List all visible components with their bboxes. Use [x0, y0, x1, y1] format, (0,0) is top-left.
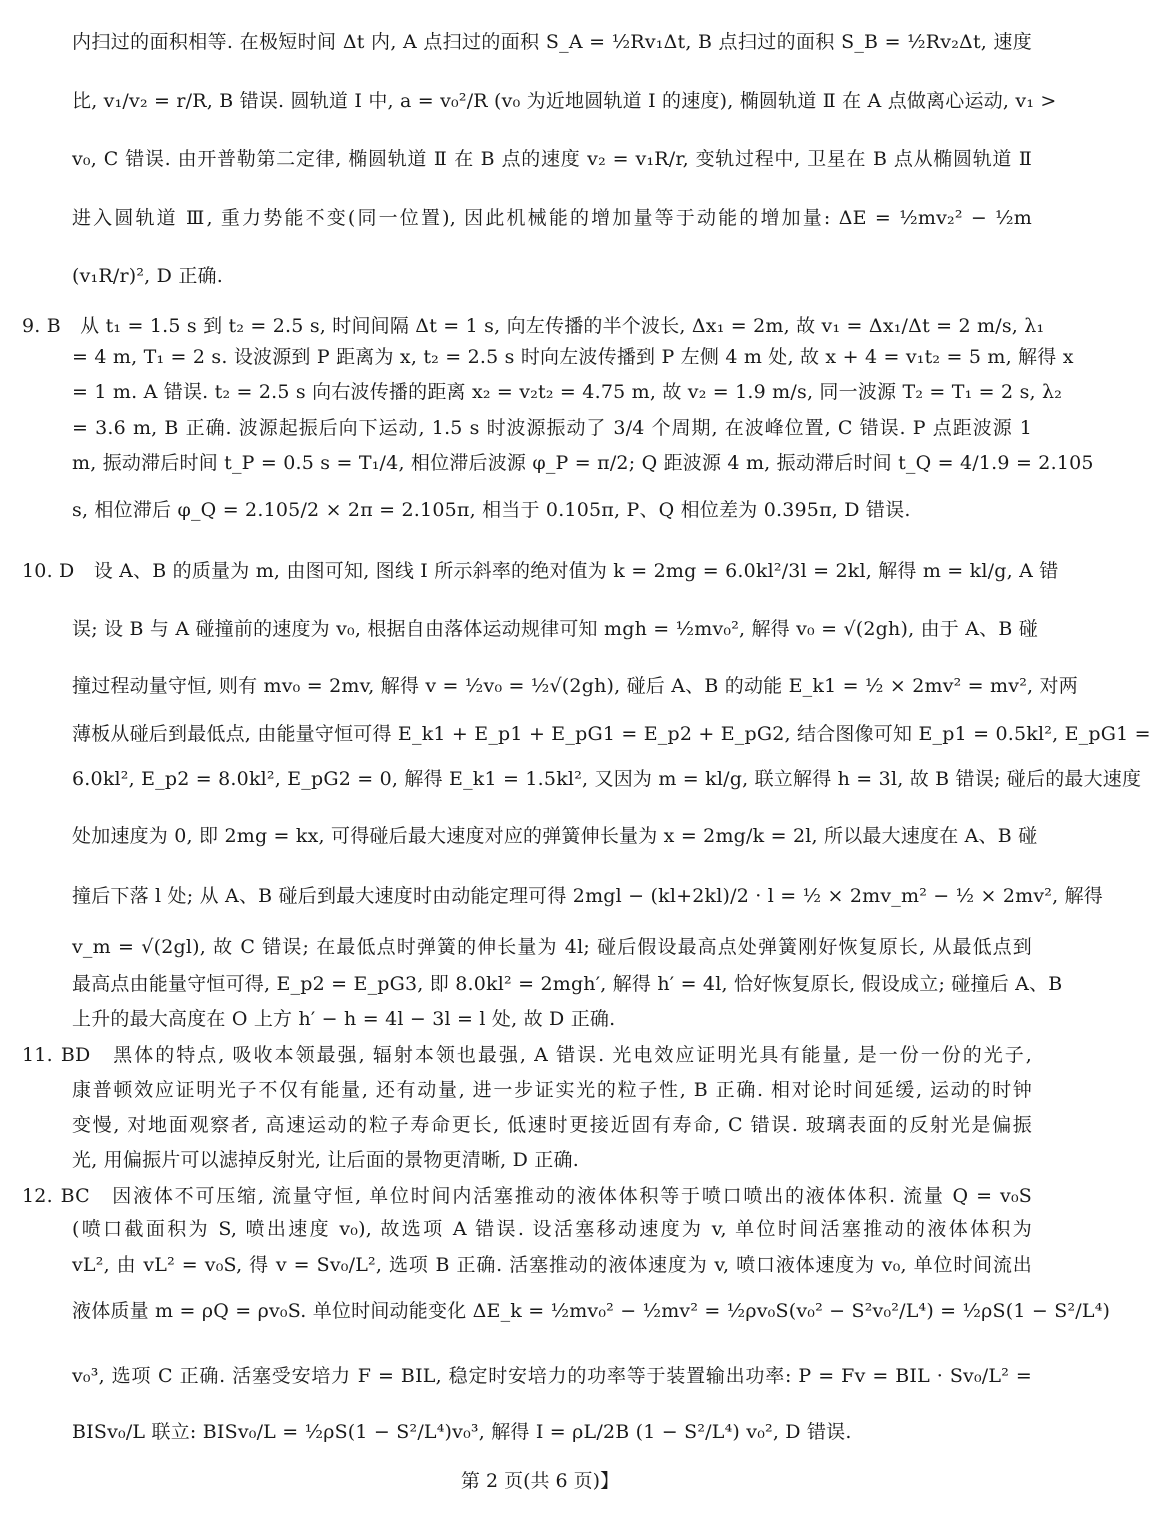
- text-line: (喷口截面积为 S, 喷出速度 v₀), 故选项 A 错误. 设活塞移动速度为 v, 单位时间活塞推动的液体体积为: [72, 1218, 1032, 1240]
- text-line: = 1 m. A 错误. t₂ = 2.5 s 向右波传播的距离 x₂ = v₂t₂ = 4.75 m, 故 v₂ = 1.9 m/s, 同一波源 T₂ = T₁ = 2 s, λ₂: [72, 381, 1063, 403]
- text-line: 比, v₁/v₂ = r/R, B 错误. 圆轨道 Ⅰ 中, a = v₀²/R (v₀ 为近地圆轨道 Ⅰ 的速度), 椭圆轨道 Ⅱ 在 A 点做离心运动, v₁ >: [72, 90, 1057, 112]
- text-line: 上升的最大高度在 O 上方 h′ − h = 4l − 3l = l 处, 故 D 正确.: [72, 1008, 616, 1030]
- page-number: 第 2 页(共 6 页)】: [460, 1470, 620, 1492]
- text-line: v₀, C 错误. 由开普勒第二定律, 椭圆轨道 Ⅱ 在 B 点的速度 v₂ = v₁R/r, 变轨过程中, 卫星在 B 点从椭圆轨道 Ⅱ: [72, 148, 1032, 170]
- text-line: m, 振动滞后时间 t_P = 0.5 s = T₁/4, 相位滞后波源 φ_P = π/2; Q 距波源 4 m, 振动滞后时间 t_Q = 4/1.9 = 2.105: [72, 452, 1094, 474]
- text-line: v₀³, 选项 C 正确. 活塞受安培力 F = BIL, 稳定时安培力的功率等于装置输出功率: P = Fv = BIL · Sv₀/L² =: [72, 1365, 1032, 1387]
- text-line: (v₁R/r)², D 正确.: [72, 265, 223, 287]
- text-line: = 4 m, T₁ = 2 s. 设波源到 P 距离为 x, t₂ = 2.5 s 时向左波传播到 P 左侧 4 m 处, 故 x + 4 = v₁t₂ = 5 m, 解得 x: [72, 346, 1074, 368]
- text-line: 变慢, 对地面观察者, 高速运动的粒子寿命更长, 低速时更接近固有寿命, C 错误. 玻璃表面的反射光是偏振: [72, 1114, 1032, 1136]
- text-line: 薄板从碰后到最低点, 由能量守恒可得 E_k1 + E_p1 + E_pG1 = E_p2 + E_pG2, 结合图像可知 E_p1 = 0.5kl², E_pG1 =: [72, 723, 1151, 745]
- question-12-line: 12. BC 因液体不可压缩, 流量守恒, 单位时间内活塞推动的液体体积等于喷口喷出的液体体积. 流量 Q = v₀S: [22, 1185, 1032, 1207]
- text-line: 液体质量 m = ρQ = ρv₀S. 单位时间动能变化 ΔE_k = ½mv₀² − ½mv² = ½ρv₀S(v₀² − S²v₀²/L⁴) = ½ρS(1 − S²/L⁴): [72, 1300, 1111, 1322]
- text-line: BISv₀/L 联立: BISv₀/L = ½ρS(1 − S²/L⁴)v₀³, 解得 I = ρL/2B (1 − S²/L⁴) v₀², D 错误.: [72, 1421, 852, 1443]
- text-line: 最高点由能量守恒可得, E_p2 = E_pG3, 即 8.0kl² = 2mgh′, 解得 h′ = 4l, 恰好恢复原长, 假设成立; 碰撞后 A、B: [72, 973, 1063, 995]
- text-line: 6.0kl², E_p2 = 8.0kl², E_pG2 = 0, 解得 E_k1 = 1.5kl², 又因为 m = kl/g, 联立解得 h = 3l, 故 B 错误; 碰后的最大速度: [72, 768, 1142, 790]
- text-line: = 3.6 m, B 正确. 波源起振后向下运动, 1.5 s 时波源振动了 3/4 个周期, 在波峰位置, C 错误. P 点距波源 1: [72, 417, 1032, 439]
- text-line: 内扫过的面积相等. 在极短时间 Δt 内, A 点扫过的面积 S_A = ½Rv₁Δt, B 点扫过的面积 S_B = ½Rv₂Δt, 速度: [72, 31, 1032, 53]
- text-line: 处加速度为 0, 即 2mg = kx, 可得碰后最大速度对应的弹簧伸长量为 x = 2mg/k = 2l, 所以最大速度在 A、B 碰: [72, 825, 1038, 847]
- text-line: 进入圆轨道 Ⅲ, 重力势能不变(同一位置), 因此机械能的增加量等于动能的增加量: ΔE = ½mv₂² − ½m: [72, 207, 1032, 229]
- text-line: 康普顿效应证明光子不仅有能量, 还有动量, 进一步证实光的粒子性, B 正确. 相对论时间延缓, 运动的时钟: [72, 1079, 1032, 1101]
- question-11-line: 11. BD 黑体的特点, 吸收本领最强, 辐射本领也最强, A 错误. 光电效应证明光具有能量, 是一份一份的光子,: [22, 1044, 1032, 1066]
- text-line: 光, 用偏振片可以滤掉反射光, 让后面的景物更清晰, D 正确.: [72, 1149, 579, 1171]
- text-line: s, 相位滞后 φ_Q = 2.105/2 × 2π = 2.105π, 相当于 0.105π, P、Q 相位差为 0.395π, D 错误.: [72, 499, 911, 521]
- text-line: 误; 设 B 与 A 碰撞前的速度为 v₀, 根据自由落体运动规律可知 mgh = ½mv₀², 解得 v₀ = √(2gh), 由于 A、B 碰: [72, 618, 1038, 640]
- question-9-line: 9. B 从 t₁ = 1.5 s 到 t₂ = 2.5 s, 时间间隔 Δt = 1 s, 向左传播的半个波长, Δx₁ = 2m, 故 v₁ = Δx₁/Δt = 2 m/s, λ₁: [22, 315, 1045, 337]
- text-line: vL², 由 vL² = v₀S, 得 v = Sv₀/L², 选项 B 正确. 活塞推动的液体速度为 v, 喷口液体速度为 v₀, 单位时间流出: [72, 1254, 1032, 1276]
- text-line: 撞过程动量守恒, 则有 mv₀ = 2mv, 解得 v = ½v₀ = ½√(2gh), 碰后 A、B 的动能 E_k1 = ½ × 2mv² = mv², 对两: [72, 675, 1078, 697]
- question-10-line: 10. D 设 A、B 的质量为 m, 由图可知, 图线 I 所示斜率的绝对值为 k = 2mg = 6.0kl²/3l = 2kl, 解得 m = kl/g, A 错: [22, 560, 1059, 582]
- text-line: 撞后下落 l 处; 从 A、B 碰后到最大速度时由动能定理可得 2mgl − (kl+2kl)/2 · l = ½ × 2mv_m² − ½ × 2mv², 解得: [72, 885, 1103, 907]
- text-line: v_m = √(2gl), 故 C 错误; 在最低点时弹簧的伸长量为 4l; 碰后假设最高点处弹簧刚好恢复原长, 从最低点到: [72, 936, 1032, 958]
